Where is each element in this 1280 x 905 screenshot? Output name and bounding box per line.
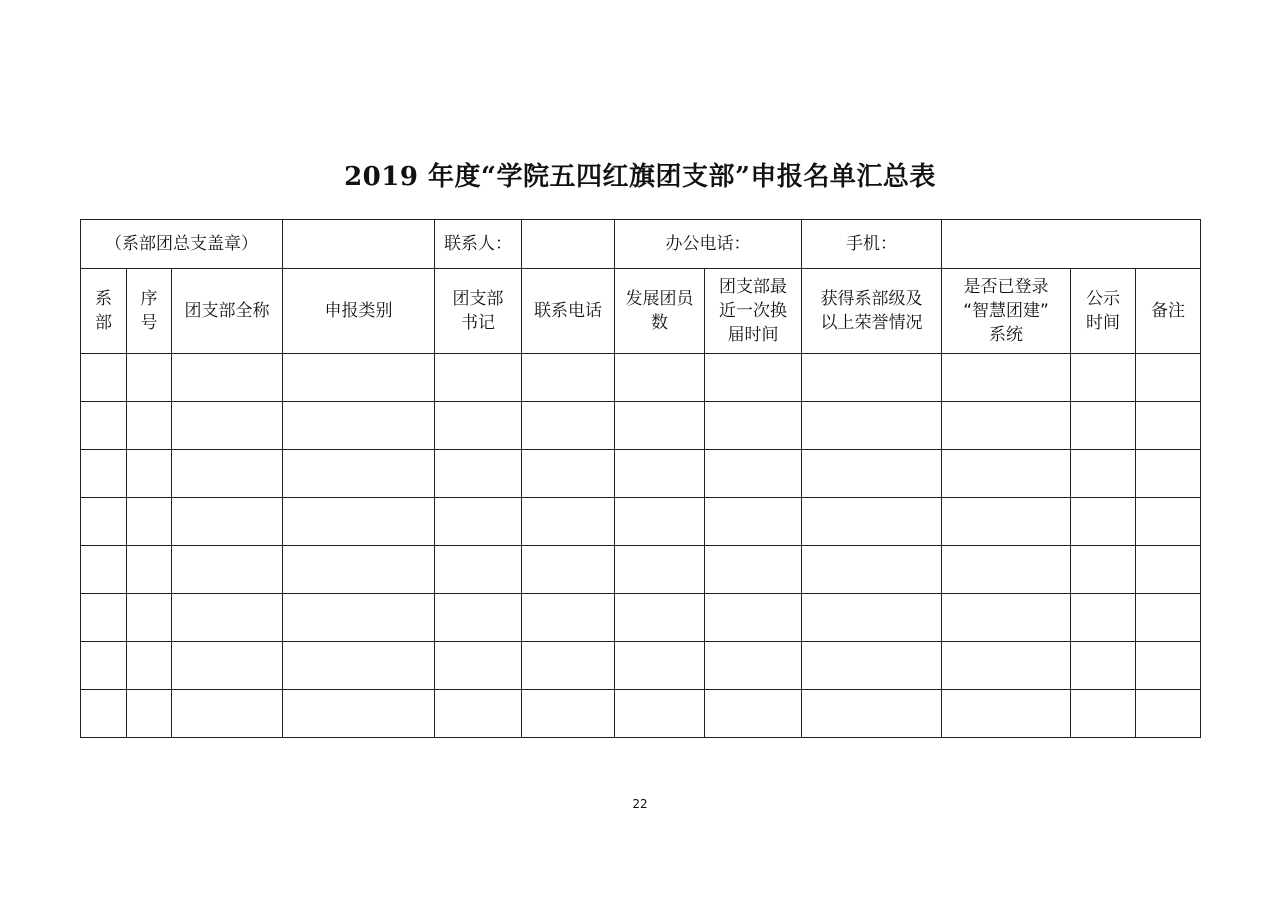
table-cell[interactable]: [283, 690, 435, 738]
table-cell[interactable]: [705, 546, 802, 594]
table-cell[interactable]: [1071, 498, 1136, 546]
table-cell[interactable]: [172, 594, 283, 642]
table-cell[interactable]: [802, 402, 942, 450]
table-cell[interactable]: [942, 498, 1071, 546]
table-cell[interactable]: [81, 498, 127, 546]
table-cell[interactable]: [522, 594, 615, 642]
table-cell[interactable]: [435, 594, 522, 642]
contact-value-cell[interactable]: [522, 220, 615, 269]
table-cell[interactable]: [172, 402, 283, 450]
table-cell[interactable]: [127, 498, 172, 546]
table-cell[interactable]: [283, 498, 435, 546]
table-cell[interactable]: [1071, 402, 1136, 450]
table-cell[interactable]: [283, 546, 435, 594]
table-cell[interactable]: [615, 402, 705, 450]
table-cell[interactable]: [172, 546, 283, 594]
table-cell[interactable]: [127, 690, 172, 738]
table-row: [81, 354, 1201, 402]
table-cell[interactable]: [435, 546, 522, 594]
header-publicity-time: 公示 时间: [1071, 269, 1136, 354]
table-cell[interactable]: [1136, 690, 1201, 738]
seal-value-cell[interactable]: [283, 220, 435, 269]
table-cell[interactable]: [435, 402, 522, 450]
header-category: 申报类别: [283, 269, 435, 354]
table-cell[interactable]: [1071, 546, 1136, 594]
table-cell[interactable]: [802, 354, 942, 402]
table-cell[interactable]: [705, 642, 802, 690]
table-cell[interactable]: [435, 642, 522, 690]
table-cell[interactable]: [1136, 354, 1201, 402]
table-cell[interactable]: [802, 546, 942, 594]
table-cell[interactable]: [615, 450, 705, 498]
table-cell[interactable]: [522, 450, 615, 498]
table-cell[interactable]: [1136, 546, 1201, 594]
table-cell[interactable]: [615, 546, 705, 594]
header-registered: 是否已登录 “智慧团建” 系统: [942, 269, 1071, 354]
table-cell[interactable]: [802, 594, 942, 642]
table-cell[interactable]: [615, 354, 705, 402]
header-branch-name: 团支部全称: [172, 269, 283, 354]
table-cell[interactable]: [127, 546, 172, 594]
page-number: 22: [632, 797, 648, 811]
table-cell[interactable]: [127, 450, 172, 498]
table-cell[interactable]: [802, 498, 942, 546]
info-row: [81, 220, 1201, 269]
table-cell[interactable]: [615, 498, 705, 546]
table-cell[interactable]: [283, 450, 435, 498]
table-row: [81, 690, 1201, 738]
table-cell[interactable]: [615, 642, 705, 690]
header-contact-phone: 联系电话: [522, 269, 615, 354]
table-cell[interactable]: [127, 594, 172, 642]
table-cell[interactable]: [705, 690, 802, 738]
table-cell[interactable]: [435, 498, 522, 546]
table-cell[interactable]: [522, 402, 615, 450]
table-cell[interactable]: [435, 690, 522, 738]
table-cell[interactable]: [172, 498, 283, 546]
table-cell[interactable]: [942, 402, 1071, 450]
table-cell[interactable]: [172, 690, 283, 738]
header-honors: 获得系部级及 以上荣誉情况: [802, 269, 942, 354]
mobile-label: 手机：: [802, 220, 942, 269]
table-cell[interactable]: [81, 546, 127, 594]
table-row: [81, 642, 1201, 690]
table-cell[interactable]: [1071, 450, 1136, 498]
table-cell[interactable]: [522, 354, 615, 402]
table-cell[interactable]: [802, 690, 942, 738]
table-cell[interactable]: [127, 402, 172, 450]
table-cell[interactable]: [283, 642, 435, 690]
table-cell[interactable]: [1136, 642, 1201, 690]
table-cell[interactable]: [283, 594, 435, 642]
table-cell[interactable]: [1071, 354, 1136, 402]
table-cell[interactable]: [81, 594, 127, 642]
header-remarks: 备注: [1136, 269, 1201, 354]
table-cell[interactable]: [1071, 594, 1136, 642]
table-cell[interactable]: [435, 450, 522, 498]
table-cell[interactable]: [705, 354, 802, 402]
table-cell[interactable]: [802, 450, 942, 498]
table-cell[interactable]: [1136, 594, 1201, 642]
table-cell[interactable]: [522, 642, 615, 690]
table-cell[interactable]: [942, 354, 1071, 402]
header-secretary: 团支部 书记: [435, 269, 522, 354]
table-cell[interactable]: [283, 354, 435, 402]
table-cell[interactable]: [942, 594, 1071, 642]
table-cell[interactable]: [435, 354, 522, 402]
table-cell[interactable]: [172, 642, 283, 690]
table-cell[interactable]: [172, 450, 283, 498]
summary-table: [80, 219, 1201, 738]
seal-label: （系部团总支盖章）: [81, 220, 283, 269]
document-title: 2019 年度“学院五四红旗团支部”申报名单汇总表: [344, 162, 936, 192]
table-cell[interactable]: [942, 450, 1071, 498]
table-cell[interactable]: [615, 690, 705, 738]
table-cell[interactable]: [81, 690, 127, 738]
header-recruits: 发展团员 数: [615, 269, 705, 354]
table-cell[interactable]: [705, 498, 802, 546]
table-cell[interactable]: [522, 546, 615, 594]
table-cell[interactable]: [172, 354, 283, 402]
table-cell[interactable]: [81, 450, 127, 498]
table-cell[interactable]: [1136, 498, 1201, 546]
table-cell[interactable]: [81, 642, 127, 690]
office-phone-label: 办公电话：: [615, 220, 802, 269]
table-cell[interactable]: [705, 402, 802, 450]
table-row: [81, 402, 1201, 450]
table-cell[interactable]: [81, 354, 127, 402]
table-cell[interactable]: [1136, 450, 1201, 498]
table-cell[interactable]: [283, 402, 435, 450]
header-seq: 序 号: [127, 269, 172, 354]
table-row: [81, 546, 1201, 594]
header-row: [81, 269, 1201, 354]
table-cell[interactable]: [522, 498, 615, 546]
table-cell[interactable]: [127, 354, 172, 402]
table-cell[interactable]: [942, 690, 1071, 738]
contact-label: 联系人：: [435, 220, 522, 269]
table-cell[interactable]: [1071, 690, 1136, 738]
table-row: [81, 498, 1201, 546]
table-cell[interactable]: [802, 642, 942, 690]
table-cell[interactable]: [615, 594, 705, 642]
table-cell[interactable]: [1136, 402, 1201, 450]
header-last-election: 团支部最 近一次换 届时间: [705, 269, 802, 354]
table-cell[interactable]: [127, 642, 172, 690]
header-dept: 系 部: [81, 269, 127, 354]
table-cell[interactable]: [522, 690, 615, 738]
table-cell[interactable]: [705, 594, 802, 642]
table-cell[interactable]: [81, 402, 127, 450]
table-row: [81, 594, 1201, 642]
table-row: [81, 450, 1201, 498]
table-cell[interactable]: [705, 450, 802, 498]
table-cell[interactable]: [1071, 642, 1136, 690]
table-cell[interactable]: [942, 642, 1071, 690]
table-cell[interactable]: [942, 546, 1071, 594]
mobile-value-cell[interactable]: [942, 220, 1201, 269]
